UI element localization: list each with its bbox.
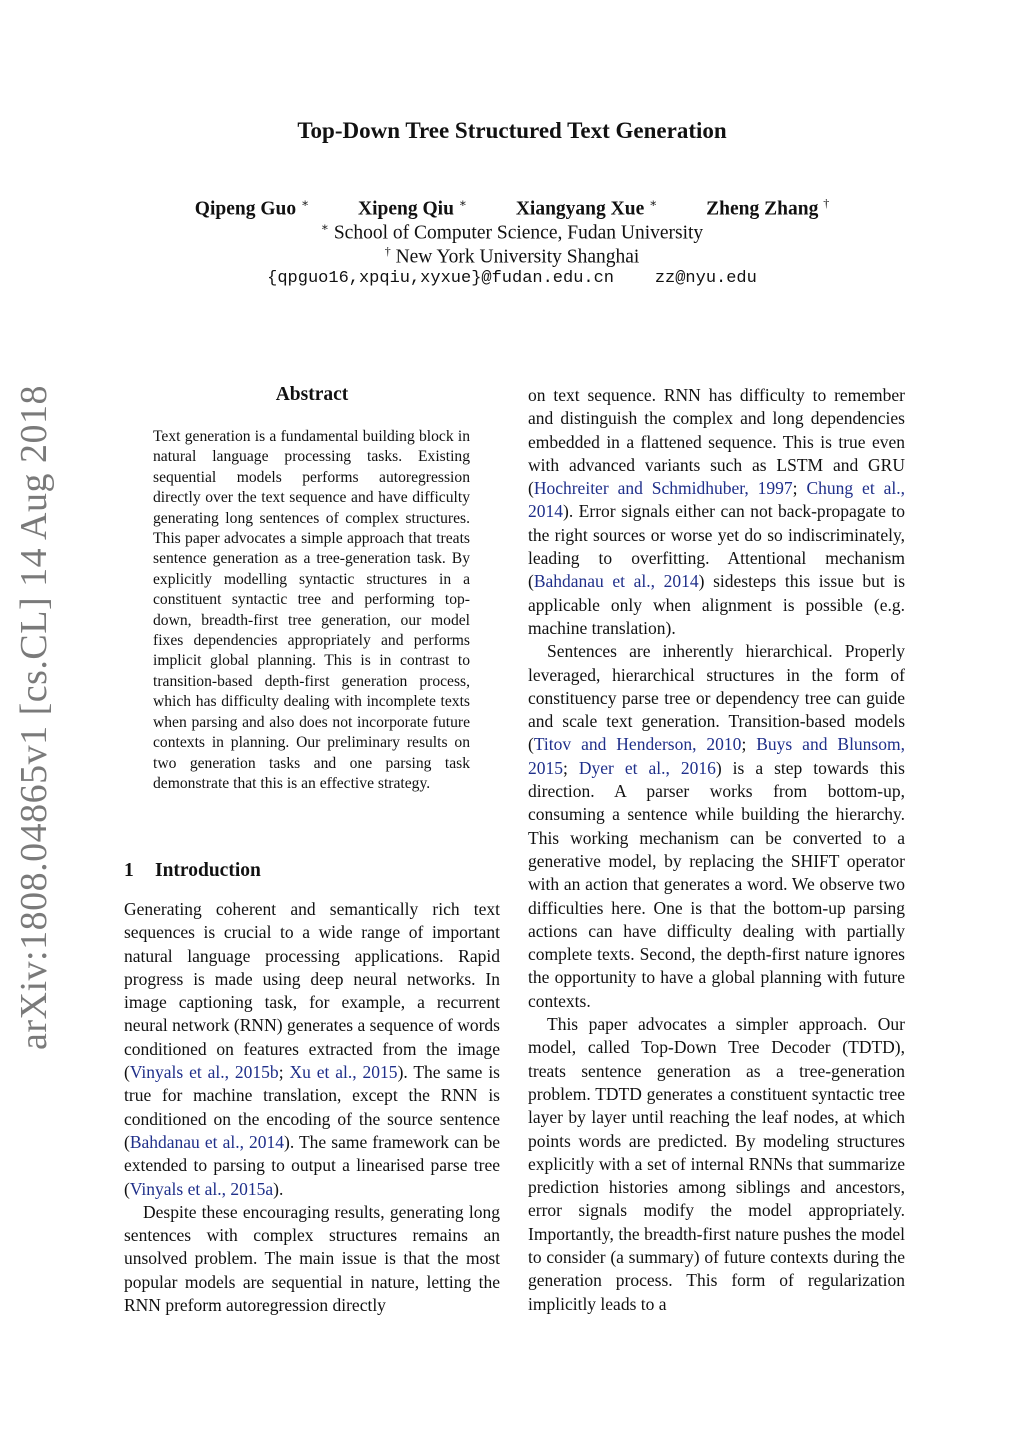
left-column [124,898,500,1317]
citation-link[interactable]: Bahdanau et al., 2014 [533,571,699,592]
author: Qipeng Guo ∗ [194,196,310,220]
author-list [0,196,1024,221]
citation-link[interactable]: Dyer et al., 2016 [578,757,716,778]
paragraph: Despite these encouraging results, generating long sentences with complex structures remains an unsolved problem. The main issue is that the most popular models are sequential in nature, letting the RNN preform autoregression directly [124,1201,500,1316]
paragraph: Generating coherent and semantically rich text sequences is crucial to a wide range of important natural language processing applications. Rapid progress is made using deep neural networks. In image captioning task, for example, a recurrent neural network (RNN) generates a sequence of words conditioned on features extracted from the image (Vinyals et al., 2015b; Xu et al., 2015). The same is true for machine translation, except the RNN is conditioned on the encoding of the source sentence (Bahdanau et al., 2014). The same framework can be extended to parsing to output a linearised parse tree (Vinyals et al., 2015a). [124,899,501,1199]
citation-link[interactable]: Hochreiter and Schmidhuber, 1997 [533,478,793,499]
arxiv-stamp: arXiv:1808.04865v1 [cs.CL] 14 Aug 2018 [13,385,55,1050]
paragraph: on text sequence. RNN has difficulty to remember and distinguish the complex and long dependencies embedded in a flattened sequence. This is true even with advanced variants such as LSTM and GRU (Hochreiter and Schmidhuber, 1997; Chung et al., 2014). Error signals either can not back-propagate to the right sources or worse yet do so indiscriminately, leading to overfitting. Attentional mechanism (Bahdanau et al., 2014) sidesteps this issue but is applicable only when alignment is possible (e.g. machine translation). [528,385,906,638]
citation-link[interactable]: Xu et al., 2015 [289,1062,398,1083]
section-heading [124,860,261,882]
citation-link[interactable]: Titov and Henderson, 2010 [533,734,742,755]
citation-link[interactable]: Vinyals et al., 2015a [129,1178,274,1199]
citation-link[interactable]: Chung et al., 2014 [528,478,905,522]
citation-link[interactable]: Vinyals et al., 2015b [129,1062,279,1083]
right-column [528,384,905,1316]
paragraph: Sentences are inherently hierarchical. Properly leveraged, hierarchical structures in the form of constituency parse tree or dependency tree can guide and scale text generation. Transition-based models (Titov and Henderson, 2010; Buys and Blunsom, 2015; Dyer et al., 2016) is a step towards this direction. A parser works from bottom-up, consuming a sentence while building the hierarchy. This working mechanism can be converted to a generative model, by replacing the SHIFT operator with an action that generates a word. We observe two difficulties here. One is that the bottom-up parsing actions can have difficulty dealing with partially complete texts. Second, the depth-first nature ignores the opportunity to have a global planning with future contexts. [528,641,905,1011]
abstract-text: Text generation is a fundamental building block in natural language processing tasks. Existing sequential models performs autoregression directly over the text sequence and have difficulty generating long sentences of complex structures. This paper advocates a simple approach that treats sentence generation as a tree-generation task. By explicitly modelling syntactic structures in a constituent syntactic tree and performing top-down, breadth-first tree generation, our model fixes dependencies appropriately and performs implicit global planning. This is in contrast to transition-based depth-first generation process, which has difficulty dealing with incomplete texts when parsing and also does not incorporate future contexts in planning. Our preliminary results on two generation tasks and one parsing task demonstrate that this is an effective strategy. [153,428,470,792]
affiliation: ∗ School of Computer Science, Fudan University [320,220,704,244]
paper-title: Top-Down Tree Structured Text Generation [297,118,727,143]
affiliation: † New York University Shanghai [384,244,640,268]
citation-link[interactable]: Buys and Blunsom, 2015 [528,734,905,778]
author: Xipeng Qiu ∗ [358,196,467,220]
author: Zheng Zhang † [706,196,830,220]
abstract-heading: Abstract [275,384,349,405]
citation-link[interactable]: Bahdanau et al., 2014 [129,1131,285,1152]
paragraph: This paper advocates a simpler approach. Our model, called Top-Down Tree Decoder (TDTD), treats sentence generation as a tree-generation problem. TDTD generates a constituent syntactic tree layer by layer until reaching the leaf nodes, at which points words are predicted. By modeling structures explicitly with a set of internal RNNs that summarize prediction histories among siblings and ancestors, error signals modify the model appropriately. Importantly, the breadth-first nature pushes the model to consider (a summary) of future contexts during the generation process. This form of regularization implicitly leads to a [528,1014,905,1314]
author: Xiangyang Xue ∗ [515,196,658,220]
section-title: Introduction [155,860,261,881]
section-number: 1 [124,860,134,881]
author-emails: {qpguo16,xpqiu,xyxue}@fudan.edu.cn zz@nyu.edu [267,269,757,288]
